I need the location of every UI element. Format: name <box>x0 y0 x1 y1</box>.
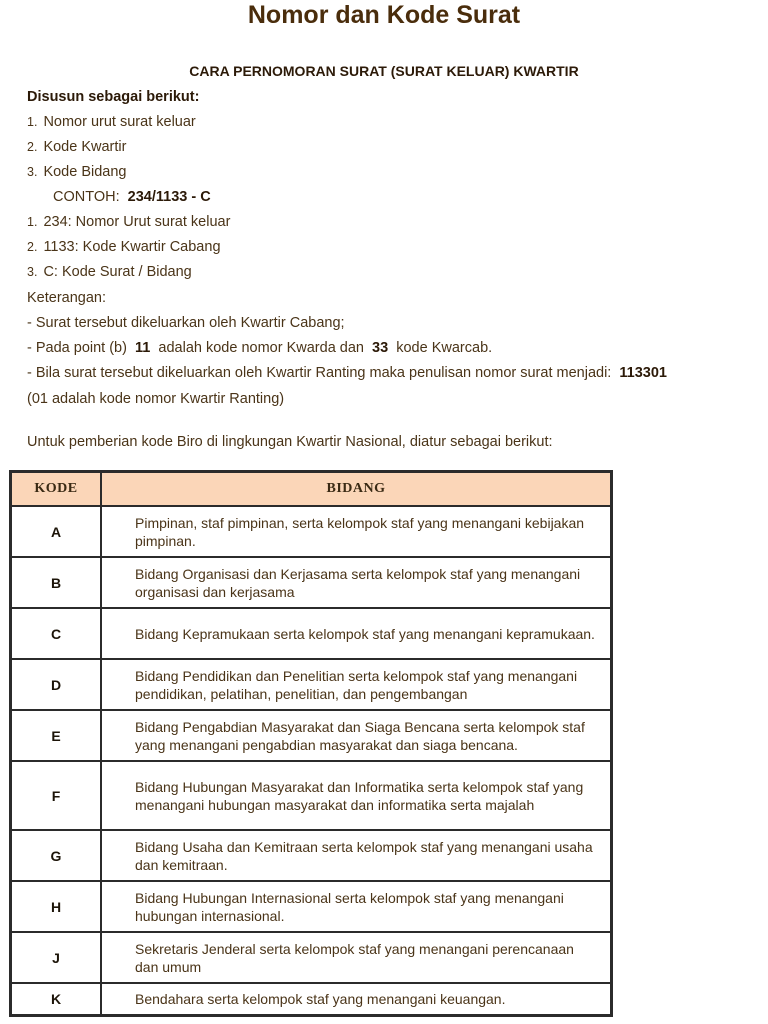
list-number: 3. <box>27 265 38 279</box>
list-number: 2. <box>27 240 38 254</box>
note-line: (01 adalah kode nomor Kwartir Ranting) <box>27 391 285 407</box>
example-value: 234/1133 - C <box>127 189 211 205</box>
note-line: - Surat tersebut dikeluarkan oleh Kwartir Cabang; <box>27 315 345 331</box>
table-row <box>11 659 611 710</box>
example-line <box>53 189 211 205</box>
note-line <box>27 340 492 356</box>
bidang-cell: Bendahara serta kelompok staf yang menangani keuangan. <box>101 983 611 1015</box>
kode-cell: K <box>11 983 101 1015</box>
note-text: adalah kode nomor Kwarda dan <box>154 340 369 356</box>
kode-cell: A <box>11 506 101 557</box>
list-text: 1133: Kode Kwartir Cabang <box>43 239 221 255</box>
table-row <box>11 608 611 659</box>
table-row <box>11 932 611 983</box>
kode-cell: B <box>11 557 101 608</box>
kode-cell: D <box>11 659 101 710</box>
kode-cell: H <box>11 881 101 932</box>
bidang-cell: Sekretaris Jenderal serta kelompok staf yang menangani perencanaan dan umum <box>101 932 611 983</box>
note-line <box>27 365 667 381</box>
table-row <box>11 506 611 557</box>
list-text: Kode Kwartir <box>43 139 127 155</box>
note-value: 33 <box>372 340 389 356</box>
intro-text: Disusun sebagai berikut: <box>27 89 200 105</box>
list-number: 1. <box>27 215 38 229</box>
list-text: 234: Nomor Urut surat keluar <box>43 214 231 230</box>
kode-table <box>9 470 613 1017</box>
list-item <box>27 239 221 255</box>
list-item <box>27 214 230 230</box>
note-text: - Pada point (b) <box>27 340 131 356</box>
list-number: 3. <box>27 165 38 179</box>
kode-cell: E <box>11 710 101 761</box>
kode-cell: J <box>11 932 101 983</box>
kode-cell: F <box>11 761 101 830</box>
biro-intro: Untuk pemberian kode Biro di lingkungan Kwartir Nasional, diatur sebagai berikut: <box>27 434 553 450</box>
kode-cell: G <box>11 830 101 881</box>
note-value: 113301 <box>619 365 667 381</box>
note-text: - Bila surat tersebut dikeluarkan oleh Kwartir Ranting maka penulisan nomor surat menjadi: <box>27 365 616 381</box>
list-item <box>27 139 126 155</box>
bidang-cell: Bidang Pendidikan dan Penelitian serta kelompok staf yang menangani pendidikan, pelatihan, penelitian, dan pengembangan <box>101 659 611 710</box>
list-text: C: Kode Surat / Bidang <box>43 264 192 280</box>
bidang-cell: Bidang Kepramukaan serta kelompok staf yang menangani kepramukaan. <box>101 608 611 659</box>
table-header-row <box>11 472 611 506</box>
table-row <box>11 830 611 881</box>
list-text: Kode Bidang <box>43 164 127 180</box>
note-text: kode Kwarcab. <box>392 340 493 356</box>
list-text: Nomor urut surat keluar <box>43 114 196 130</box>
bidang-cell: Bidang Hubungan Masyarakat dan Informatika serta kelompok staf yang menangani hubungan masyarakat dan informatika serta majalah <box>101 761 611 830</box>
bidang-cell: Bidang Pengabdian Masyarakat dan Siaga Bencana serta kelompok staf yang menangani pengabdian masyarakat dan siaga bencana. <box>101 710 611 761</box>
table-row <box>11 761 611 830</box>
example-label: CONTOH: <box>53 189 120 205</box>
bidang-cell: Bidang Usaha dan Kemitraan serta kelompok staf yang menangani usaha dan kemitraan. <box>101 830 611 881</box>
note-value: 11 <box>135 340 151 356</box>
bidang-cell: Pimpinan, staf pimpinan, serta kelompok staf yang menangani kebijakan pimpinan. <box>101 506 611 557</box>
bidang-cell: Bidang Organisasi dan Kerjasama serta kelompok staf yang menangani organisasi dan kerjasama <box>101 557 611 608</box>
keterangan-heading: Keterangan: <box>27 290 107 306</box>
list-number: 1. <box>27 115 38 129</box>
page-title: Nomor dan Kode Surat <box>247 1 521 29</box>
list-item <box>27 264 192 280</box>
subtitle: CARA PERNOMORAN SURAT (SURAT KELUAR) KWARTIR <box>189 63 579 79</box>
table-row <box>11 557 611 608</box>
table-row <box>11 881 611 932</box>
list-number: 2. <box>27 140 38 154</box>
table-row <box>11 983 611 1015</box>
header-bidang: BIDANG <box>101 472 611 506</box>
list-item <box>27 164 126 180</box>
table-row <box>11 710 611 761</box>
bidang-cell: Bidang Hubungan Internasional serta kelompok staf yang menangani hubungan internasional. <box>101 881 611 932</box>
list-item <box>27 114 196 130</box>
header-kode: KODE <box>11 472 101 506</box>
kode-cell: C <box>11 608 101 659</box>
